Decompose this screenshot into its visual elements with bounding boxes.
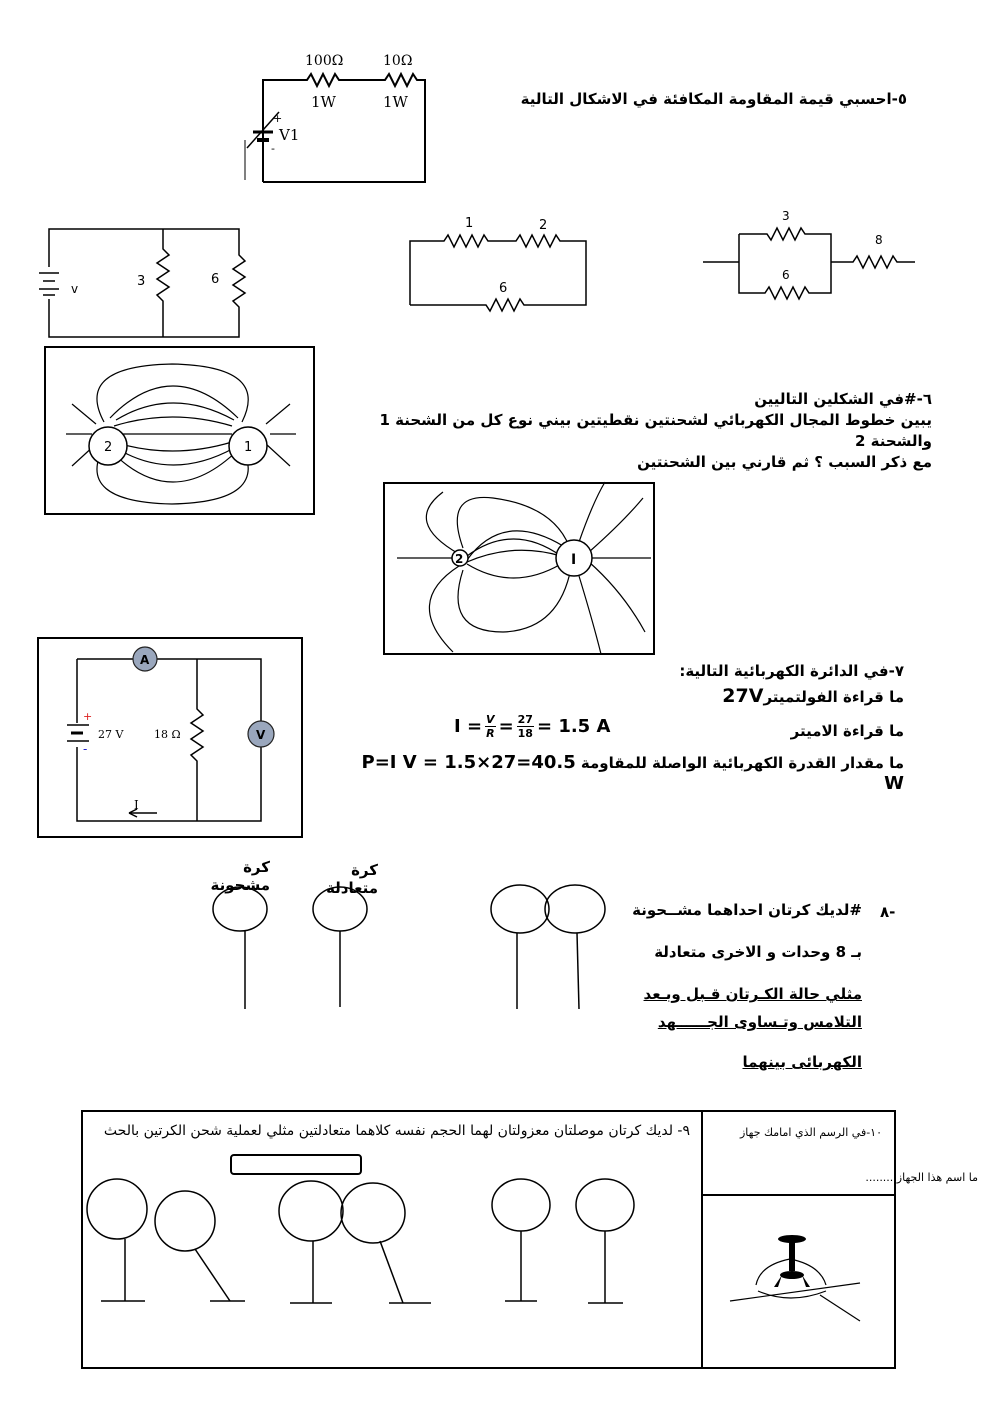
q8-line3: مثلي حالة الكـرتان قـبل وبـعد [643, 985, 862, 1003]
circuit-a-p2: 1W [383, 93, 408, 111]
circuit-a-minus: - [271, 142, 275, 155]
q6-line2: يبين خطوط المجال الكهربائي لشحنتين نقطيتين بيني نوع كل من الشحنة 1 والشحنة 2 [379, 411, 932, 450]
circuit-a [245, 50, 445, 200]
q9-spheres [85, 1175, 665, 1315]
field2-charge-right: I [571, 552, 577, 568]
q7-circuit [37, 637, 303, 838]
table-divider-v [701, 1110, 703, 1369]
q8-label-charged: كرة مشحونة [210, 858, 270, 894]
circuit-c-r2: 2 [539, 218, 548, 233]
circuit-a-r2: 10Ω [383, 53, 413, 69]
circuit-b-r2: 6 [211, 272, 220, 287]
field1-charge-left: 2 [104, 440, 113, 455]
current-label: I [134, 798, 139, 812]
circuit-a-r1: 100Ω [305, 53, 344, 69]
circuit-a-p1: 1W [311, 93, 336, 111]
field1-charge-right: 1 [244, 440, 253, 455]
circuit-c [408, 215, 598, 315]
battery-minus: - [83, 742, 88, 756]
ammeter-label: A [140, 653, 150, 667]
q7-power-q: ما مقدار القدرة الكهربائية الواصلة للمقاومة [580, 754, 904, 772]
q6-line3: مع ذكر السبب ؟ ثم قارني بين الشحنتين [637, 453, 932, 471]
ammeter-ans-suffix: = 1.5 A [536, 716, 611, 737]
q8-line5: الكهربائى بينهما [742, 1053, 862, 1071]
circuit-b [25, 225, 245, 345]
battery-plus: + [83, 710, 93, 723]
field2-charge-left: 2 [455, 552, 464, 566]
q8-spheres [205, 885, 605, 1015]
q9-text: ٩- لديك كرتان موصلتان معزولتان لهما الحجم نفسه كلاهما متعادلتين مثلي لعملية شحن الكرتين بالحث [103, 1123, 690, 1139]
q7-voltmeter-q: ما قراءة الفولتميتر [763, 688, 904, 706]
q6-text [372, 389, 932, 473]
q7-title: ٧-في الدائرة الكهربائية التالية: [679, 662, 904, 680]
q8-line2: بـ 8 وحدات و الاخرى متعادلة [654, 943, 862, 961]
q8-number: ٨- [880, 903, 896, 921]
q9-rod [230, 1154, 362, 1175]
q8-line4: التلامس وتـساوى الجــــــهد [657, 1013, 862, 1031]
q7-voltmeter-row [404, 685, 904, 707]
voltmeter-label: V [256, 728, 266, 742]
fraction-27-18 [517, 713, 534, 740]
frac1-den: R [486, 727, 495, 740]
q5-title: ٥-احسبي قيمة المقاومة المكافئة في الاشكال التالية [520, 90, 907, 108]
field-figure-2 [383, 482, 655, 655]
electroscope-drawing [720, 1225, 870, 1335]
circuit-a-plus: + [273, 112, 283, 125]
circuit-b-r1: 3 [137, 274, 146, 289]
battery-label: 27 V [98, 728, 124, 741]
circuit-d-r2: 6 [782, 268, 790, 282]
resistor-label: 18 Ω [154, 728, 181, 741]
q10-line2: ما اسم هذا الجهاز......... [865, 1171, 978, 1184]
circuit-d-r3: 8 [875, 233, 883, 247]
q7-voltmeter-ans: 27V [722, 685, 764, 707]
q6-line1: ٦-#في الشكلين التاليين [754, 390, 932, 408]
q7-ammeter-ans: I = $\frac{V}{R}$ = $\frac{27}{18}$ = 1.5 A [454, 713, 611, 740]
circuit-d-r1: 3 [782, 209, 790, 223]
q7-ammeter-q: ما قراءة الاميتر [790, 722, 904, 740]
frac2-den: 18 [517, 727, 533, 740]
q8-line1: #لديك كرتان احداهما مشــحونة [632, 901, 862, 919]
circuit-d [703, 207, 923, 297]
circuit-a-source: V1 [279, 126, 300, 144]
frac2-num: 27 [517, 713, 533, 726]
q10-line1: ١٠-في الرسم الذي امامك جهاز [739, 1126, 882, 1139]
circuit-b-source: v [71, 282, 79, 296]
circuit-c-r1: 1 [465, 216, 474, 231]
q8-label-neutral: كرة متعادلة [326, 861, 378, 897]
ammeter-ans-prefix: I = [454, 716, 483, 737]
frac1-num: V [486, 713, 495, 726]
q7-power-ans: P=I V = 1.5×27=40.5 W [361, 752, 904, 794]
circuit-c-r3: 6 [499, 281, 508, 296]
q7-power-row [344, 752, 904, 794]
table-divider-h [701, 1194, 896, 1196]
fraction-v-r [485, 713, 496, 740]
q8-text [562, 896, 862, 1076]
field-figure-1 [44, 346, 315, 515]
